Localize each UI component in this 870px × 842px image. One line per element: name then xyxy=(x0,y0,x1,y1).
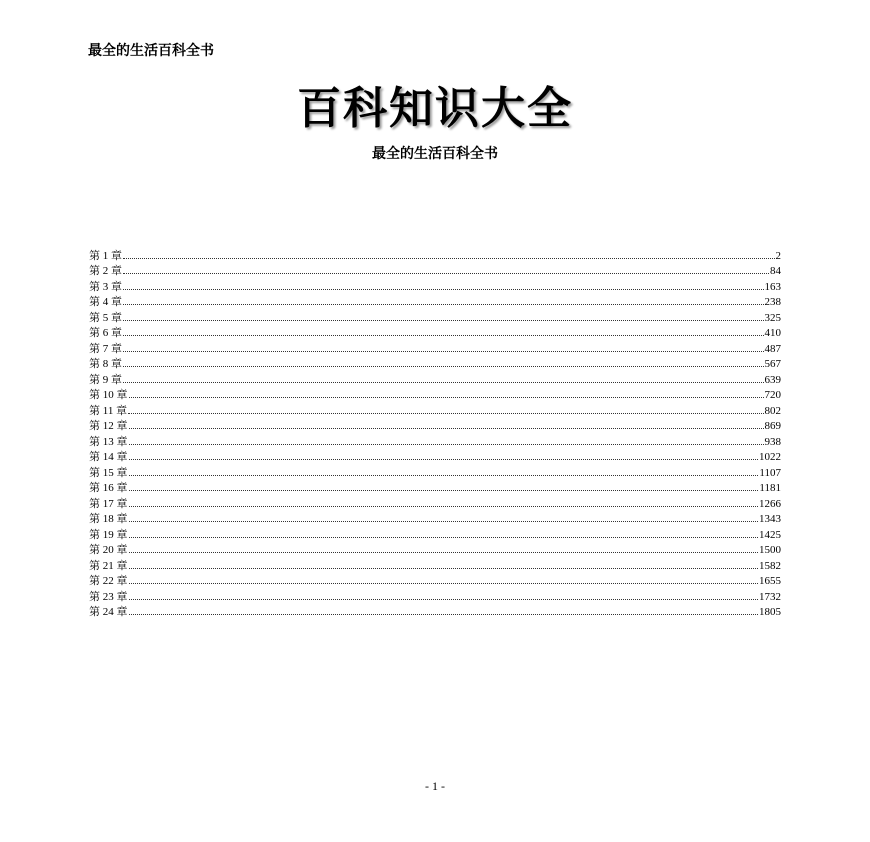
toc-leader-dots xyxy=(129,443,764,445)
toc-entry[interactable] xyxy=(89,463,781,479)
toc-entry[interactable] xyxy=(89,277,781,293)
toc-entry-page: 84 xyxy=(770,265,781,277)
toc-entry-label: 第 15 章 xyxy=(89,466,128,479)
toc-entry-page: 2 xyxy=(775,249,781,262)
toc-leader-dots xyxy=(123,288,764,290)
toc-entry[interactable] xyxy=(89,525,781,541)
toc-entry-page: 869 xyxy=(764,420,781,432)
toc-leader-dots xyxy=(129,458,759,460)
toc-entry-label: 第 10 章 xyxy=(89,389,128,401)
toc-entry-page: 639 xyxy=(764,373,781,386)
toc-entry[interactable] xyxy=(89,587,781,603)
toc-entry[interactable] xyxy=(89,370,781,386)
toc-entry[interactable] xyxy=(89,556,781,572)
toc-leader-dots xyxy=(129,520,759,522)
toc-entry-page: 802 xyxy=(764,404,781,417)
toc-entry-label: 第 21 章 xyxy=(89,559,128,572)
toc-leader-dots xyxy=(129,489,759,491)
toc-leader-dots xyxy=(123,272,769,274)
toc-entry-label: 第 5 章 xyxy=(89,311,122,324)
toc-leader-dots xyxy=(123,365,764,367)
toc-entry-label: 第 9 章 xyxy=(89,373,122,386)
toc-entry[interactable] xyxy=(89,448,781,464)
toc-leader-dots xyxy=(129,427,764,429)
toc-entry-label: 第 16 章 xyxy=(89,482,128,494)
toc-leader-dots xyxy=(129,613,759,615)
toc-entry-page: 1425 xyxy=(759,528,781,541)
toc-entry-label: 第 6 章 xyxy=(89,327,122,339)
page-title: 百科知识大全 xyxy=(297,83,573,134)
toc-leader-dots xyxy=(129,505,759,507)
toc-entry-label: 第 20 章 xyxy=(89,544,128,556)
toc-entry[interactable] xyxy=(89,572,781,588)
toc-leader-dots xyxy=(123,319,764,321)
toc-entry-label: 第 24 章 xyxy=(89,606,128,618)
toc-leader-dots xyxy=(129,551,759,553)
toc-entry-label: 第 1 章 xyxy=(89,249,122,262)
toc-entry-label: 第 11 章 xyxy=(89,404,128,417)
toc-entry-label: 第 2 章 xyxy=(89,265,122,277)
toc-entry[interactable] xyxy=(89,262,781,278)
toc-entry-label: 第 14 章 xyxy=(89,451,128,463)
toc-entry[interactable] xyxy=(89,355,781,371)
toc-leader-dots xyxy=(123,257,775,259)
toc-entry[interactable] xyxy=(89,293,781,309)
toc-entry[interactable] xyxy=(89,541,781,557)
toc-entry-page: 325 xyxy=(764,311,781,324)
toc-entry-label: 第 12 章 xyxy=(89,420,128,432)
toc-entry-page: 487 xyxy=(764,342,781,355)
toc-leader-dots xyxy=(129,598,759,600)
toc-entry-label: 第 4 章 xyxy=(89,296,122,308)
toc-entry[interactable] xyxy=(89,386,781,402)
toc-entry-page: 1107 xyxy=(759,466,781,479)
toc-entry-label: 第 19 章 xyxy=(89,528,128,541)
toc-leader-dots xyxy=(129,567,759,569)
page-number: - 1 - xyxy=(425,779,445,793)
toc-entry-label: 第 17 章 xyxy=(89,497,128,510)
toc-entry[interactable] xyxy=(89,510,781,526)
toc-leader-dots xyxy=(123,350,764,352)
toc-entry-page: 1500 xyxy=(759,544,781,556)
toc-entry-label: 第 22 章 xyxy=(89,575,128,587)
toc-entry-label: 第 23 章 xyxy=(89,590,128,603)
toc-entry-label: 第 8 章 xyxy=(89,358,122,370)
toc-entry-page: 1655 xyxy=(759,575,781,587)
toc-entry[interactable] xyxy=(89,494,781,510)
toc-leader-dots xyxy=(129,396,764,398)
toc-entry-page: 1181 xyxy=(759,482,781,494)
toc-leader-dots xyxy=(129,536,759,538)
toc-entry-page: 163 xyxy=(764,280,781,293)
toc-entry-page: 1805 xyxy=(759,606,781,618)
toc-leader-dots xyxy=(123,381,764,383)
toc-entry-page: 567 xyxy=(764,358,781,370)
toc-entry-label: 第 13 章 xyxy=(89,435,128,448)
toc-entry-page: 1343 xyxy=(759,513,781,525)
toc-entry[interactable] xyxy=(89,479,781,495)
toc-entry[interactable] xyxy=(89,324,781,340)
toc-entry[interactable] xyxy=(89,308,781,324)
toc-entry-label: 第 18 章 xyxy=(89,513,128,525)
toc-entry-label: 第 3 章 xyxy=(89,280,122,293)
toc-entry[interactable] xyxy=(89,432,781,448)
toc-entry[interactable] xyxy=(89,603,781,619)
toc-entry[interactable] xyxy=(89,401,781,417)
toc-leader-dots xyxy=(128,412,763,414)
toc-entry[interactable] xyxy=(89,417,781,433)
toc-entry[interactable] xyxy=(89,339,781,355)
toc-entry-page: 938 xyxy=(764,435,781,448)
toc-leader-dots xyxy=(129,474,759,476)
toc-entry-page: 1732 xyxy=(759,590,781,603)
toc-entry-page: 410 xyxy=(764,327,781,339)
toc-leader-dots xyxy=(129,582,759,584)
toc-entry-page: 1022 xyxy=(759,451,781,463)
toc-entry-page: 720 xyxy=(764,389,781,401)
running-header: 最全的生活百科全书 xyxy=(88,43,214,59)
toc-entry-page: 1266 xyxy=(759,497,781,510)
page-subtitle: 最全的生活百科全书 xyxy=(372,146,498,162)
toc-entry-page: 238 xyxy=(764,296,781,308)
toc-entry[interactable] xyxy=(89,246,781,262)
toc-leader-dots xyxy=(123,303,764,305)
toc-leader-dots xyxy=(123,334,764,336)
table-of-contents xyxy=(89,246,781,618)
toc-entry-label: 第 7 章 xyxy=(89,342,122,355)
toc-entry-page: 1582 xyxy=(759,559,781,572)
